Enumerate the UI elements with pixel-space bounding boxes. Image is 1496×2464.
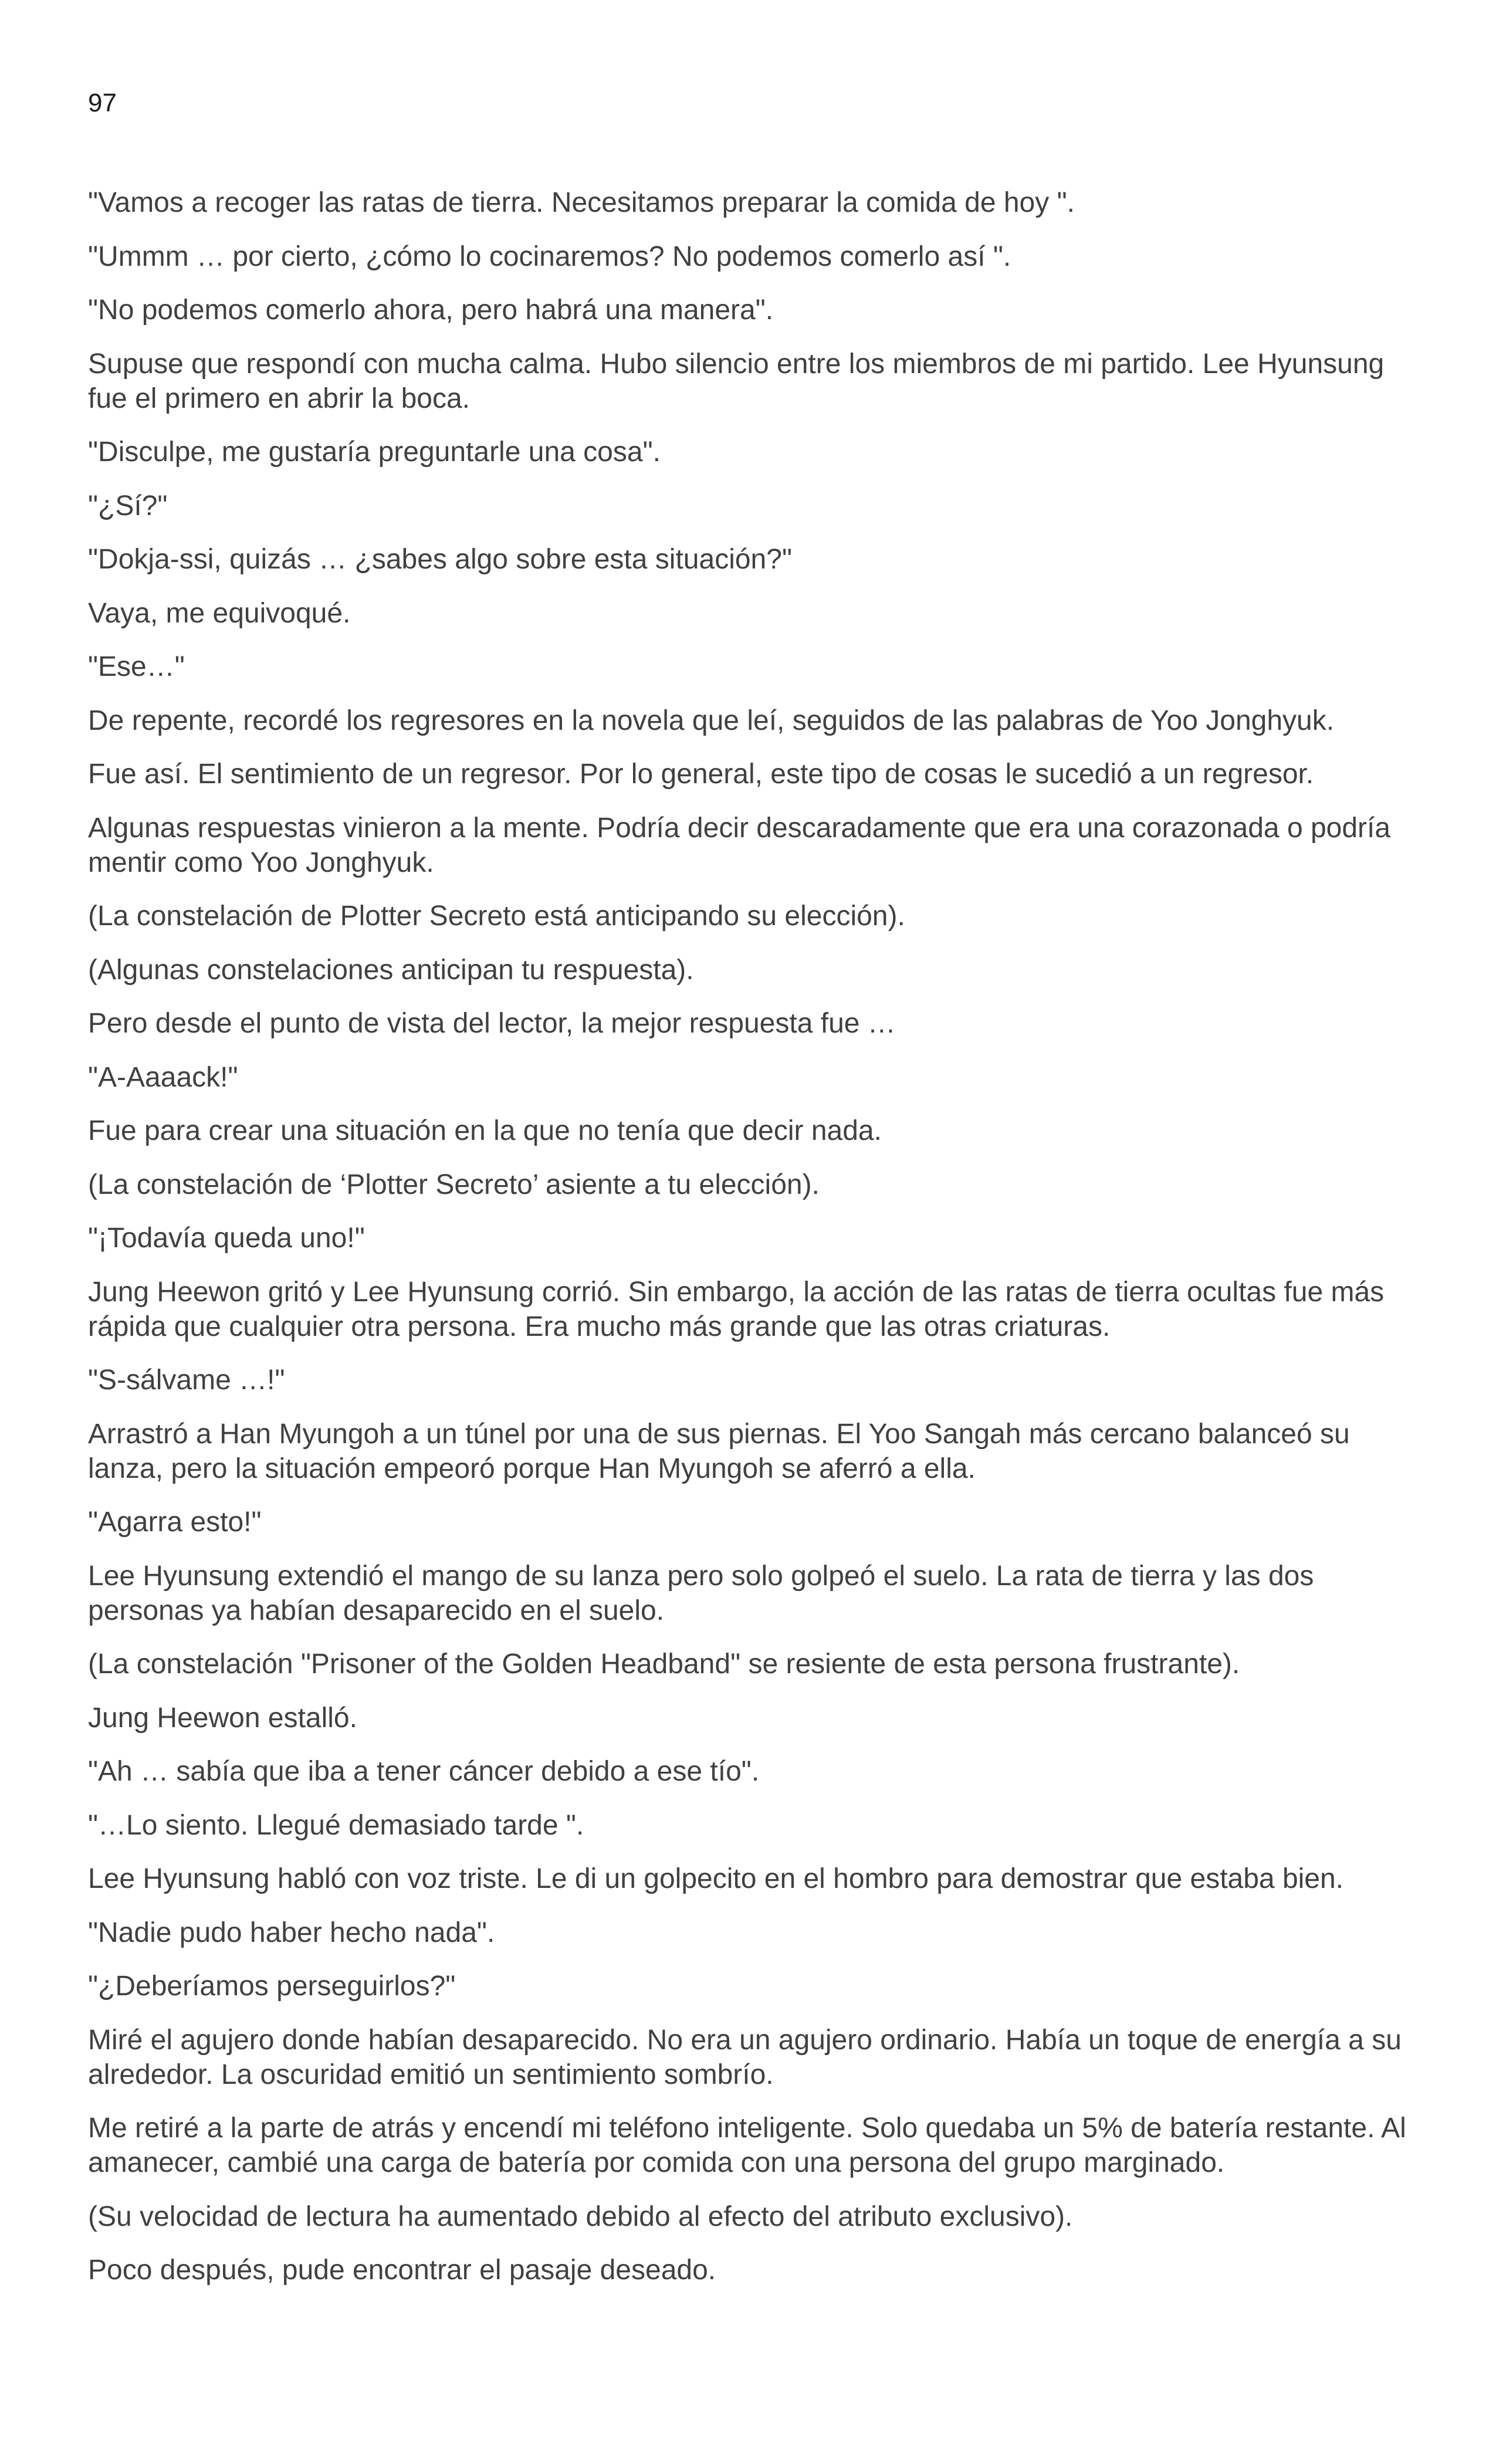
paragraph: Fue para crear una situación en la que no tenía que decir nada. [88,1115,882,1146]
paragraph: "Ese…" [88,651,185,682]
paragraph: "Dokja-ssi, quizás … ¿sabes algo sobre esta situación?" [88,544,792,575]
paragraph: (Algunas constelaciones anticipan tu respuesta). [88,954,694,986]
paragraph: Algunas respuestas vinieron a la mente. Podría decir descaradamente que era una corazonada o podría mentir como Yoo Jonghyuk. [88,812,1391,878]
paragraph: De repente, recordé los regresores en la novela que leí, seguidos de las palabras de Yoo Jonghyuk. [88,705,1335,736]
paragraph: Lee Hyunsung extendió el mango de su lanza pero solo golpeó el suelo. La rata de tierra y las dos personas ya habían desaparecido en el suelo. [88,1560,1314,1626]
paragraph: Lee Hyunsung habló con voz triste. Le di un golpecito en el hombro para demostrar que estaba bien. [88,1863,1344,1894]
paragraph: (Su velocidad de lectura ha aumentado debido al efecto del atributo exclusivo). [88,2201,1073,2232]
paragraph: Jung Heewon estalló. [88,1702,357,1734]
paragraph: "A-Aaaack!" [88,1061,238,1093]
paragraph: "¿Sí?" [88,490,168,522]
paragraph: "¡Todavía queda uno!" [88,1223,365,1254]
paragraph: "Vamos a recoger las ratas de tierra. Necesitamos preparar la comida de hoy ". [88,187,1075,218]
paragraph: (La constelación "Prisoner of the Golden Headband" se resiente de esta persona frustrante). [88,1649,1240,1680]
paragraph: "Nadie pudo haber hecho nada". [88,1917,495,1948]
paragraph: "Ah … sabía que iba a tener cáncer debido a ese tío". [88,1756,760,1787]
paragraph: "Disculpe, me gustaría preguntarle una cosa". [88,436,661,468]
paragraph: Arrastró a Han Myungoh a un túnel por una de sus piernas. El Yoo Sangah más cercano balanceó su lanza, pero la situación empeoró porque Han Myungoh se aferró a ella. [88,1418,1350,1484]
paragraph: Vaya, me equivoqué. [88,597,351,629]
paragraph: "No podemos comerlo ahora, pero habrá una manera". [88,295,774,326]
paragraph: "¿Deberíamos perseguirlos?" [88,1971,456,2002]
paragraph: Fue así. El sentimiento de un regresor. Por lo general, este tipo de cosas le sucedió a un regresor. [88,759,1314,790]
paragraph: "S-sálvame …!" [88,1365,285,1396]
paragraph: Jung Heewon gritó y Lee Hyunsung corrió. Sin embargo, la acción de las ratas de tierra ocultas fue más rápida que cualquier otra persona. Era mucho más grande que las otras criaturas. [88,1276,1385,1342]
paragraph: "Agarra esto!" [88,1507,262,1538]
paragraph: Pero desde el punto de vista del lector, la mejor respuesta fue … [88,1008,896,1039]
paragraph: (La constelación de ‘Plotter Secreto’ asiente a tu elección). [88,1169,820,1200]
page-number: 97 [88,89,117,117]
paragraph: Miré el agujero donde habían desaparecido. No era un agujero ordinario. Había un toque de energía a su alrededor. La oscuridad emitió un sentimiento sombrío. [88,2024,1402,2090]
paragraph: "Ummm … por cierto, ¿cómo lo cocinaremos? No podemos comerlo así ". [88,241,1011,272]
paragraph: "…Lo siento. Llegué demasiado tarde ". [88,1809,584,1841]
body-text [88,185,1414,2307]
paragraph: Poco después, pude encontrar el pasaje deseado. [88,2255,716,2286]
paragraph: Me retiré a la parte de atrás y encendí mi teléfono inteligente. Solo quedaba un 5% de batería restante. Al amanecer, cambié una carga de batería por comida con una persona del grupo marginado. [88,2113,1406,2178]
paragraph: (La constelación de Plotter Secreto está anticipando su elección). [88,901,905,932]
paragraph: Supuse que respondí con mucha calma. Hubo silencio entre los miembros de mi partido. Lee Hyunsung fue el primero en abrir la boca. [88,348,1385,414]
